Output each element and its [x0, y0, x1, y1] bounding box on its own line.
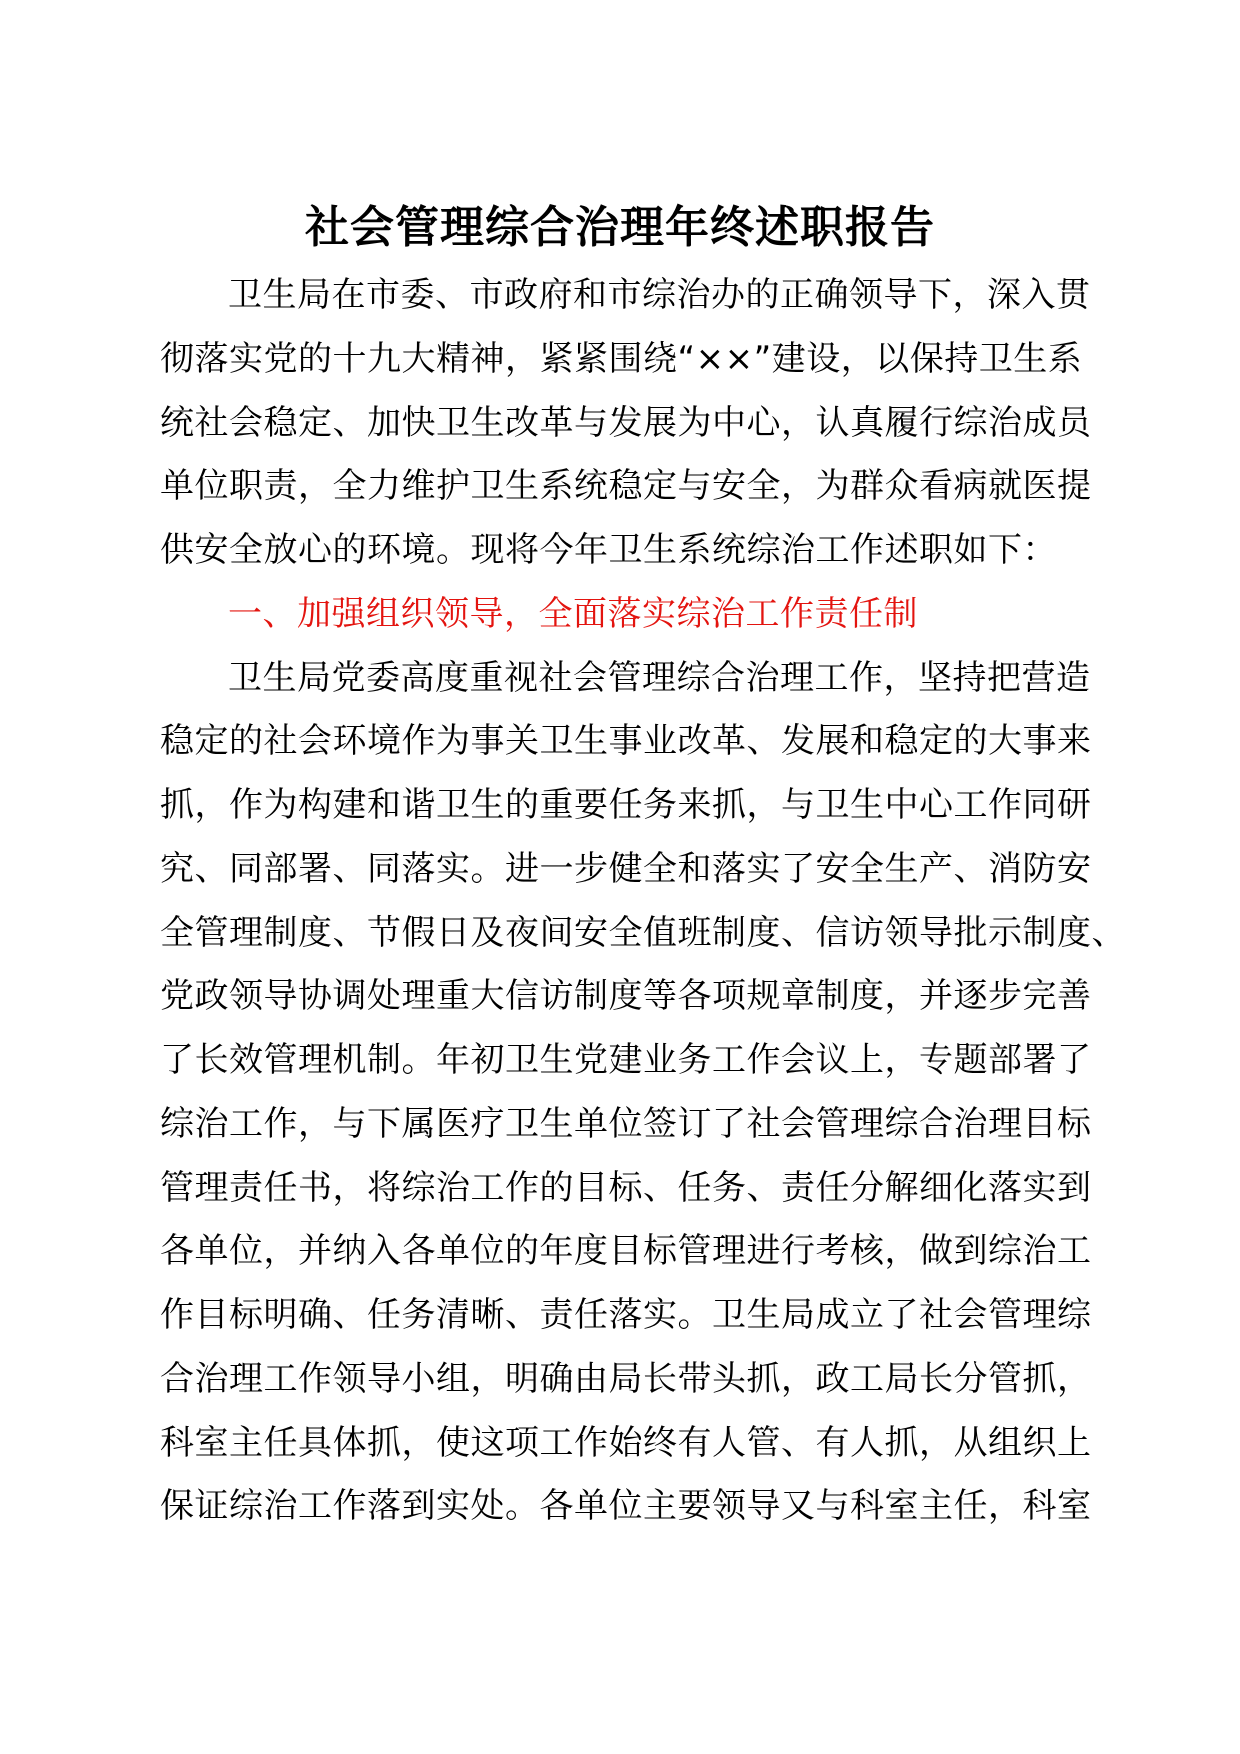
intro-line: 统社会稳定、加快卫生改革与发展为中心，认真履行综治成员 — [160, 402, 1092, 443]
intro-line: 单位职责，全力维护卫生系统稳定与安全，为群众看病就医提 — [160, 466, 1092, 507]
intro-line: 彻落实党的十九大精神，紧紧围绕“××”建设，以保持卫生系 — [160, 338, 1083, 379]
section-line: 作目标明确、任务清晰、责任落实。卫生局成立了社会管理综 — [160, 1295, 1092, 1335]
section-line: 了长效管理机制。年初卫生党建业务工作会议上，专题部署了 — [160, 1040, 1092, 1080]
section-line: 科室主任具体抓，使这项工作始终有人管、有人抓，从组织上 — [160, 1422, 1092, 1463]
section-line: 管理责任书，将综治工作的目标、任务、责任分解细化落实到 — [160, 1167, 1092, 1208]
section-line: 各单位，并纳入各单位的年度目标管理进行考核，做到综治工 — [160, 1231, 1092, 1272]
section-line: 稳定的社会环境作为事关卫生事业改革、发展和稳定的大事来 — [160, 721, 1092, 762]
intro-line: 供安全放心的环境。现将今年卫生系统综治工作述职如下： — [160, 530, 1057, 570]
section-line: 合治理工作领导小组，明确由局长带头抓，政工局长分管抓， — [160, 1358, 1092, 1399]
section-line: 抓，作为构建和谐卫生的重要任务来抓，与卫生中心工作同研 — [160, 785, 1092, 825]
section-line: 究、同部署、同落实。进一步健全和落实了安全生产、消防安 — [160, 848, 1092, 889]
intro-paragraph — [160, 264, 1126, 1539]
section-line: 党政领导协调处理重大信访制度等各项规章制度，并逐步完善 — [160, 976, 1092, 1017]
intro-line: 卫生局在市委、市政府和市综治办的正确领导下，深入贯 — [228, 275, 1091, 315]
section-line: 综治工作，与下属医疗卫生单位签订了社会管理综合治理目标 — [160, 1103, 1092, 1144]
document-title: 社会管理综合治理年终述职报告 — [305, 202, 935, 253]
section-line: 卫生局党委高度重视社会管理综合治理工作，坚持把营造 — [228, 657, 1091, 698]
section-heading: 一、加强组织领导，全面落实综治工作责任制 — [228, 593, 918, 634]
section-line: 全管理制度、节假日及夜间安全值班制度、信访领导批示制度、 — [160, 912, 1126, 953]
section-line: 保证综治工作落到实处。各单位主要领导又与科室主任，科室 — [160, 1486, 1092, 1527]
